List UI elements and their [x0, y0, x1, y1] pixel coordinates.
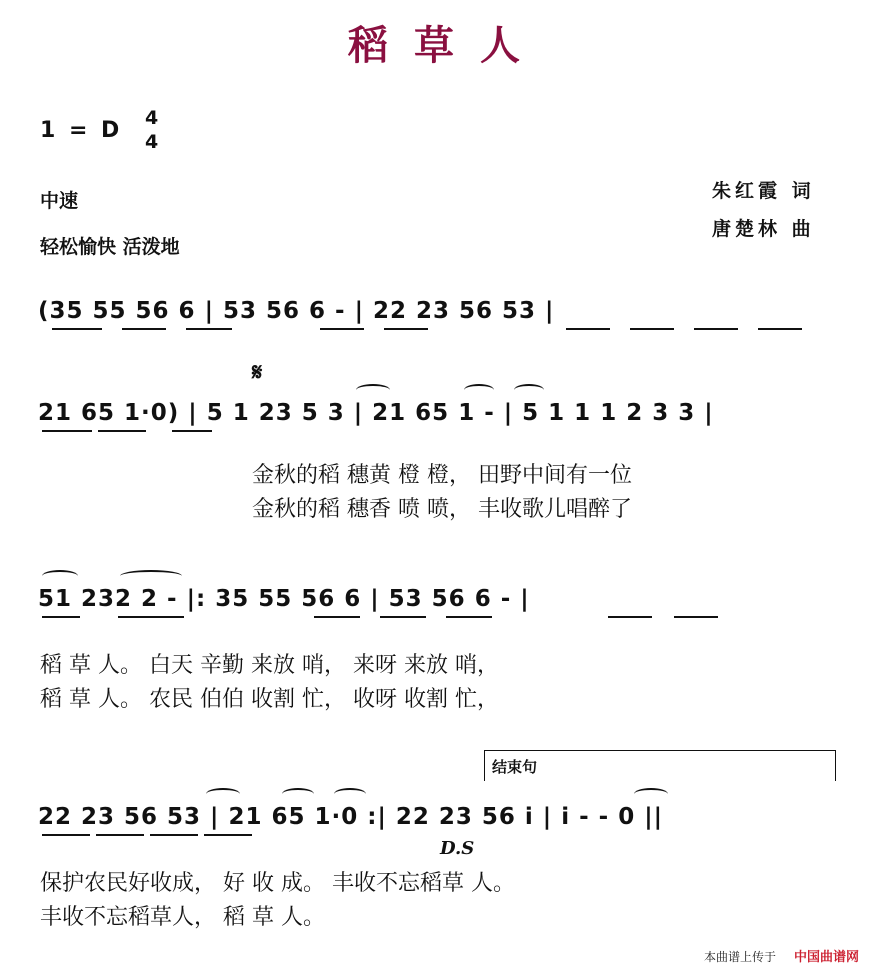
- staff-row-3: [38, 580, 844, 640]
- lyric-row-3-verse-2: 稻 草 人。 农民 伯伯 收割 忙， 收呀 收割 忙，: [40, 687, 499, 712]
- lyricist-credit: 朱红霞 词: [712, 180, 815, 202]
- footer-site-logo[interactable]: 中国曲谱网: [794, 950, 860, 965]
- staff-row-1: [38, 292, 844, 352]
- time-signature-bottom: 4: [145, 131, 159, 153]
- lyric-row-2-verse-1: 金秋的稻 穗黄 橙 橙， 田野中间有一位: [252, 463, 632, 488]
- tempo-marking: 中速: [40, 190, 79, 212]
- ending-label: 结束句: [492, 758, 538, 776]
- footer-text: 本曲谱上传于: [704, 950, 777, 964]
- key-signature: 1 = D: [40, 118, 123, 143]
- expression-marking: 轻松愉快 活泼地: [40, 236, 180, 258]
- dal-segno-marking: D.S: [440, 838, 475, 859]
- notes-row-2: 21 65 1·0) | 5 1 23 5 3 | 21 65 1 - | 5 1 1 1 2 3 3 |: [38, 400, 714, 426]
- lyric-row-4-verse-1: 保护农民好收成， 好 收 成。 丰收不忘稻草 人。: [40, 871, 515, 896]
- staff-row-2: [38, 394, 844, 454]
- lyric-row-4-verse-2: 丰收不忘稻草人， 稻 草 人。: [40, 905, 325, 930]
- notes-row-3: 51 232 2 - |: 35 55 56 6 | 53 56 6 - |: [38, 586, 530, 612]
- time-signature-top: 4: [145, 107, 159, 129]
- lyric-row-3-verse-1: 稻 草 人。 白天 辛勤 来放 哨， 来呀 来放 哨，: [40, 653, 499, 678]
- lyric-row-2-verse-2: 金秋的稻 穗香 喷 喷， 丰收歌儿唱醉了: [252, 497, 632, 522]
- composer-credit: 唐楚林 曲: [712, 218, 815, 240]
- song-title: 稻草人: [348, 22, 546, 69]
- time-signature: [145, 106, 158, 154]
- segno-sign: 𝄋: [252, 358, 263, 386]
- notes-row-1: (35 55 56 6 | 53 56 6 - | 22 23 56 53 |: [38, 298, 555, 324]
- notes-row-4: 22 23 56 53 | 21 65 1·0 :| 22 23 56 i | i - - 0 ||: [38, 804, 663, 830]
